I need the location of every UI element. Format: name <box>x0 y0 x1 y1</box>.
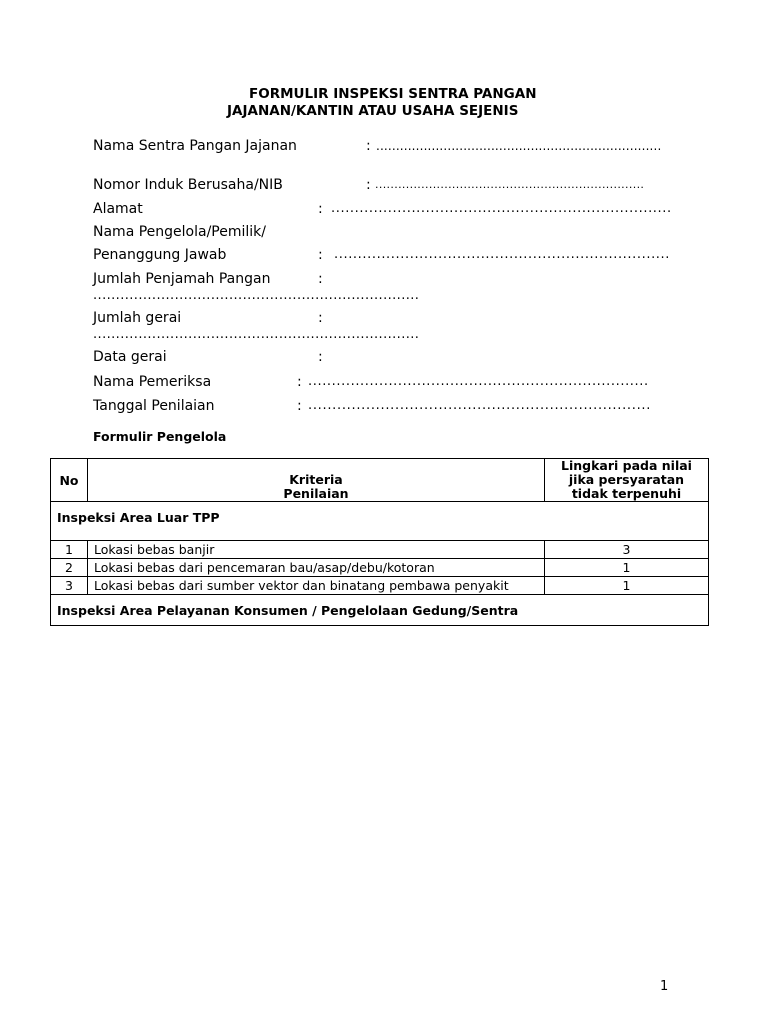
header-nilai-line1: Lingkari pada nilai <box>561 458 692 473</box>
field-label: Penanggung Jawab <box>93 247 227 263</box>
field-separator: : <box>318 201 323 217</box>
field-separator: : <box>366 177 371 193</box>
section-row-area-pelayanan <box>51 595 709 626</box>
field-separator: : <box>366 138 371 154</box>
field-label: Tanggal Penilaian <box>93 398 215 414</box>
field-label: Alamat <box>93 201 143 217</box>
field-label: Nama Sentra Pangan Jajanan <box>93 138 297 154</box>
field-value-dots[interactable]: ........................................................................ <box>376 139 662 153</box>
field-separator: : <box>297 374 302 390</box>
header-kriteria-line1: Kriteria <box>289 472 343 487</box>
field-label: Nama Pemeriksa <box>93 374 212 390</box>
row-nilai[interactable]: 1 <box>545 577 709 595</box>
header-no: No <box>51 459 88 502</box>
form-title-line1: FORMULIR INSPEKSI SENTRA PANGAN <box>249 86 537 102</box>
section-row-area-luar <box>51 502 709 541</box>
field-value-dots[interactable]: ........................................................................ <box>93 288 420 303</box>
header-nilai-line2: jika persyaratan <box>568 472 685 487</box>
criteria-table <box>50 458 709 626</box>
row-kriteria: Lokasi bebas dari sumber vektor dan binatang pembawa penyakit <box>88 577 545 595</box>
table-row <box>51 559 709 577</box>
header-nilai-line3: tidak terpenuhi <box>571 486 682 501</box>
field-separator: : <box>318 349 323 365</box>
section-title: Inspeksi Area Pelayanan Konsumen / Pengelolaan Gedung/Sentra <box>51 595 709 626</box>
row-nilai[interactable]: 3 <box>545 541 709 559</box>
table-header-row <box>51 459 709 502</box>
row-nilai[interactable]: 1 <box>545 559 709 577</box>
row-no: 2 <box>51 559 88 577</box>
header-kriteria <box>88 459 545 502</box>
row-kriteria: Lokasi bebas dari pencemaran bau/asap/debu/kotoran <box>88 559 545 577</box>
page-number: 1 <box>660 979 669 994</box>
row-no: 1 <box>51 541 88 559</box>
field-separator: : <box>318 310 323 326</box>
table-row <box>51 541 709 559</box>
field-value-dots[interactable]: ....................................................................... <box>308 398 652 413</box>
field-label: Jumlah Penjamah Pangan <box>93 271 271 287</box>
field-label: Jumlah gerai <box>93 310 182 326</box>
row-kriteria: Lokasi bebas banjir <box>88 541 545 559</box>
field-label: Data gerai <box>93 349 167 365</box>
form-title-line2: JAJANAN/KANTIN ATAU USAHA SEJENIS <box>227 103 519 119</box>
field-separator: : <box>297 398 302 414</box>
field-value-dots[interactable]: ........................................................................ <box>308 374 649 389</box>
header-nilai <box>545 459 709 502</box>
field-separator: : <box>318 271 323 287</box>
field-value-dots[interactable]: ........................................................................ <box>93 327 420 342</box>
section-label-formulir-pengelola: Formulir Pengelola <box>93 429 227 444</box>
table-row <box>51 577 709 595</box>
section-title: Inspeksi Area Luar TPP <box>51 502 709 541</box>
field-separator: : <box>318 247 323 263</box>
field-value-dots[interactable]: ....................................................................... <box>334 247 670 262</box>
row-no: 3 <box>51 577 88 595</box>
header-kriteria-line2: Penilaian <box>283 486 349 501</box>
field-label: Nomor Induk Berusaha/NIB <box>93 177 283 193</box>
field-value-dots[interactable]: ...................................................................... <box>375 178 645 191</box>
field-value-dots[interactable]: ........................................................................ <box>331 201 672 216</box>
field-label: Nama Pengelola/Pemilik/ <box>93 224 266 240</box>
